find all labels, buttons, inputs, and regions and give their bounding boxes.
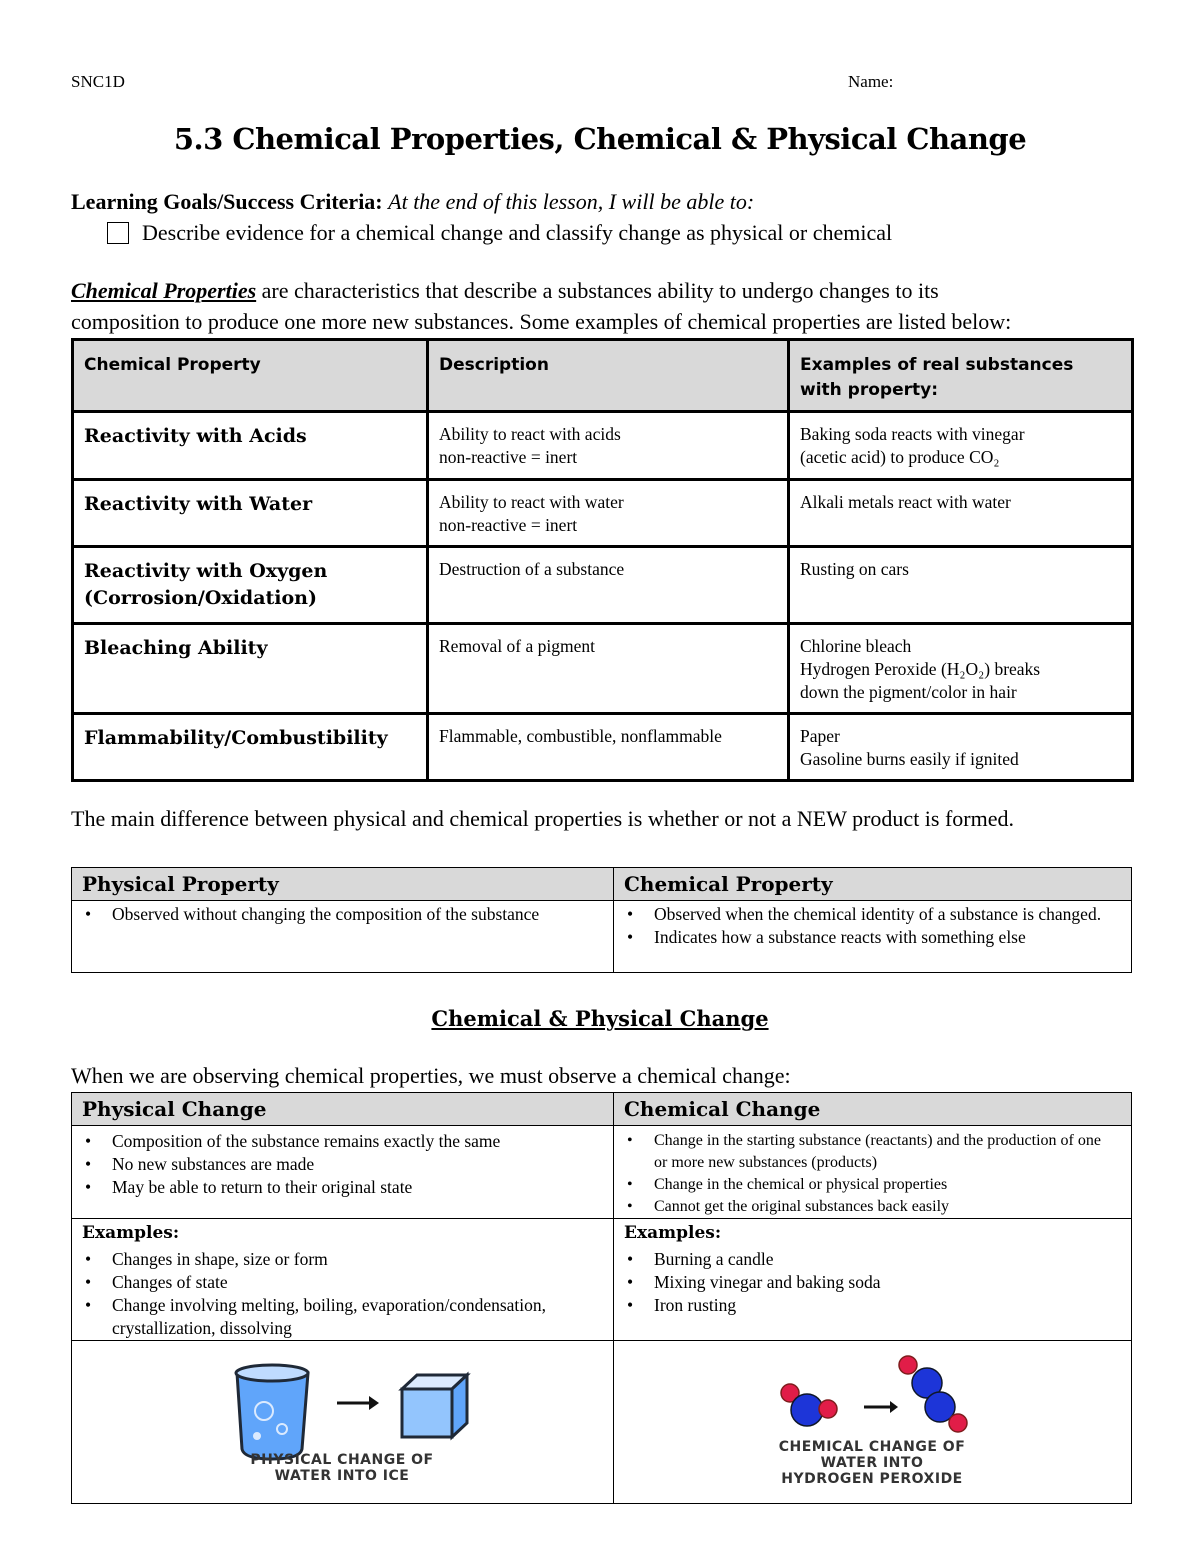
property-description bbox=[428, 714, 789, 781]
list-item: • Cannot get the original substances back easily bbox=[654, 1196, 1131, 1218]
property-name: Reactivity with Acids bbox=[73, 412, 428, 480]
table-row bbox=[73, 480, 1133, 547]
goal-checkbox[interactable] bbox=[107, 222, 129, 244]
chemical-property-cell bbox=[614, 901, 1132, 973]
example-line: Chlorine bleach bbox=[800, 636, 912, 656]
list-item: • May be able to return to their original state bbox=[112, 1176, 613, 1199]
property-description bbox=[428, 547, 789, 624]
learning-goals bbox=[71, 186, 754, 217]
beaker-icon bbox=[236, 1365, 308, 1459]
list-item: • Composition of the substance remains exactly the same bbox=[112, 1130, 613, 1153]
description-line: Ability to react with water bbox=[439, 492, 624, 512]
physical-examples-cell bbox=[72, 1219, 614, 1341]
intro-line2: composition to produce one more new substances. Some examples of chemical properties are listed below: bbox=[71, 309, 1012, 334]
course-code: SNC1D bbox=[71, 72, 125, 91]
list-item: • Iron rusting bbox=[654, 1294, 1131, 1317]
list-item: • Changes of state bbox=[112, 1271, 613, 1294]
chemical-change-header: Chemical Change bbox=[614, 1093, 1132, 1126]
change-intro: When we are observing chemical properties, we must observe a chemical change: bbox=[71, 1063, 791, 1088]
property-name: Bleaching Ability bbox=[73, 624, 428, 714]
example-line: Paper bbox=[800, 726, 840, 746]
physical-change-header: Physical Change bbox=[72, 1093, 614, 1126]
intro-line1: are characteristics that describe a substances ability to undergo changes to its bbox=[256, 278, 939, 303]
property-compare-table bbox=[71, 867, 1132, 973]
chemical-change-illustration-cell bbox=[614, 1341, 1132, 1504]
difference-text: The main difference between physical and chemical properties is whether or not a NEW product is formed. bbox=[71, 806, 1015, 831]
list-item: • Change in the chemical or physical properties bbox=[654, 1174, 1131, 1196]
property-description bbox=[428, 412, 789, 480]
property-name: Flammability/Combustibility bbox=[73, 714, 428, 781]
list-item: • Mixing vinegar and baking soda bbox=[654, 1271, 1131, 1294]
description-line: Removal of a pigment bbox=[439, 636, 596, 656]
property-name: Reactivity with Oxygen (Corrosion/Oxidation) bbox=[73, 547, 428, 624]
chemical-examples-cell bbox=[614, 1219, 1132, 1341]
example-line: (acetic acid) to produce CO₂ bbox=[800, 447, 1000, 467]
header-chemical-property: Chemical Property bbox=[73, 340, 428, 412]
chemical-change-cell bbox=[614, 1126, 1132, 1219]
goals-label: Learning Goals/Success Criteria: bbox=[71, 189, 383, 214]
list-item: • Observed without changing the composition of the substance bbox=[112, 903, 552, 926]
caption-line: WATER INTO ICE bbox=[274, 1468, 410, 1484]
property-description bbox=[428, 624, 789, 714]
description-line: non-reactive = inert bbox=[439, 515, 578, 535]
physical-change-caption bbox=[72, 1452, 612, 1484]
list-item: • Change in the starting substance (reactants) and the production of one or more new substances (products) bbox=[654, 1130, 1114, 1174]
table-row bbox=[73, 714, 1133, 781]
table-header-row bbox=[73, 340, 1133, 412]
table-row bbox=[73, 547, 1133, 624]
physical-change-cell bbox=[72, 1126, 614, 1219]
goal-item-1: Describe evidence for a chemical change and classify change as physical or chemical bbox=[142, 220, 893, 245]
physical-property-header: Physical Property bbox=[72, 868, 614, 901]
chemical-properties-table bbox=[71, 338, 1134, 782]
description-line: Destruction of a substance bbox=[439, 559, 625, 579]
list-item: • No new substances are made bbox=[112, 1153, 613, 1176]
arrow-icon bbox=[337, 1396, 379, 1410]
caption-line: PHYSICAL CHANGE OF bbox=[250, 1452, 434, 1468]
description-line: non-reactive = inert bbox=[439, 447, 578, 467]
list-item: • Observed when the chemical identity of a substance is changed. bbox=[654, 903, 1109, 926]
physical-property-cell bbox=[72, 901, 614, 973]
property-examples bbox=[789, 714, 1133, 781]
table-row bbox=[73, 412, 1133, 480]
example-line: down the pigment/color in hair bbox=[800, 682, 1017, 702]
list-item: • Change involving melting, boiling, evaporation/condensation, crystallization, dissolving bbox=[112, 1294, 562, 1340]
name-label: Name: bbox=[848, 72, 894, 91]
section-title: Chemical & Physical Change bbox=[431, 1006, 769, 1031]
description-line: Ability to react with acids bbox=[439, 424, 621, 444]
property-examples bbox=[789, 480, 1133, 547]
intro-paragraph bbox=[71, 275, 1011, 337]
description-line: Flammable, combustible, nonflammable bbox=[439, 726, 722, 746]
list-item: • Changes in shape, size or form bbox=[112, 1248, 613, 1271]
physical-change-illustration-cell bbox=[72, 1341, 614, 1504]
caption-line: HYDROGEN PEROXIDE bbox=[781, 1471, 963, 1487]
caption-line: CHEMICAL CHANGE OF bbox=[778, 1439, 966, 1455]
chemical-property-header: Chemical Property bbox=[614, 868, 1132, 901]
chemical-change-caption bbox=[614, 1439, 1130, 1487]
arrow-icon bbox=[864, 1401, 898, 1413]
ice-cube-icon bbox=[402, 1375, 467, 1437]
goals-intro: At the end of this lesson, I will be able to: bbox=[388, 189, 755, 214]
example-line: Gasoline burns easily if ignited bbox=[800, 749, 1019, 769]
property-name: Reactivity with Water bbox=[73, 480, 428, 547]
list-item: • Indicates how a substance reacts with something else bbox=[654, 926, 1131, 949]
example-line: Rusting on cars bbox=[800, 559, 909, 579]
property-examples bbox=[789, 547, 1133, 624]
example-line: Baking soda reacts with vinegar bbox=[800, 424, 1025, 444]
header-description: Description bbox=[428, 340, 789, 412]
examples-label: Examples: bbox=[82, 1223, 180, 1243]
example-line: Hydrogen Peroxide (H₂O₂) breaks bbox=[800, 659, 1041, 679]
table-row bbox=[73, 624, 1133, 714]
examples-label: Examples: bbox=[624, 1223, 722, 1243]
property-examples bbox=[789, 412, 1133, 480]
caption-line: WATER INTO bbox=[820, 1455, 924, 1471]
change-table bbox=[71, 1092, 1132, 1504]
header-examples: Examples of real substances with property: bbox=[789, 340, 1133, 412]
property-description bbox=[428, 480, 789, 547]
property-examples bbox=[789, 624, 1133, 714]
example-line: Alkali metals react with water bbox=[800, 492, 1011, 512]
chemical-properties-term: Chemical Properties bbox=[71, 278, 257, 303]
page-title: 5.3 Chemical Properties, Chemical & Physical Change bbox=[173, 122, 1027, 156]
water-molecule-icon bbox=[781, 1384, 837, 1426]
list-item: • Burning a candle bbox=[654, 1248, 1131, 1271]
peroxide-molecule-icon bbox=[899, 1356, 967, 1432]
